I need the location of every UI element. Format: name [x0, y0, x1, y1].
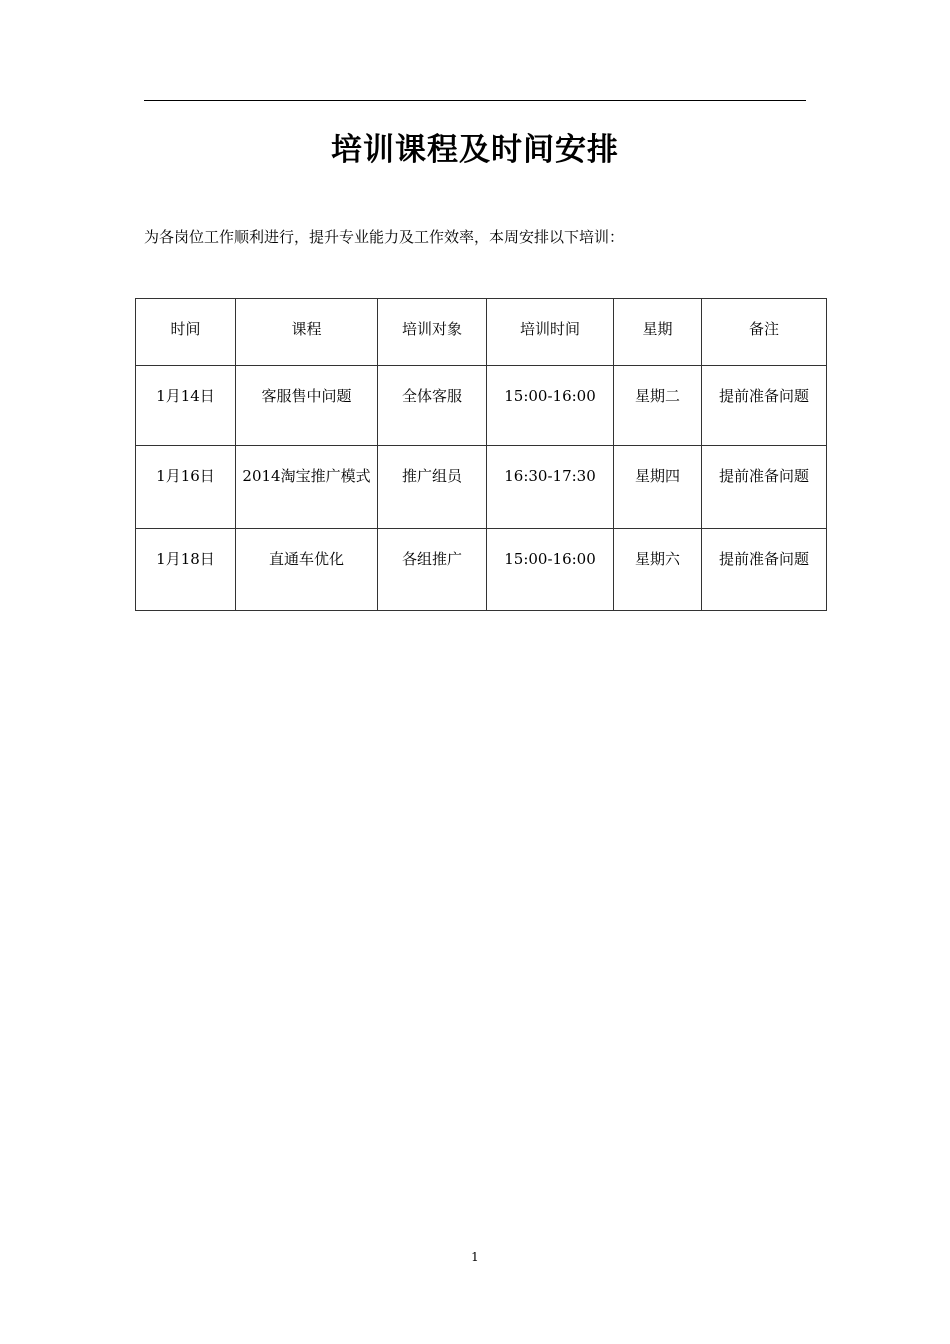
header-cell-time: 培训时间 — [487, 299, 614, 366]
header-cell-course: 课程 — [236, 299, 378, 366]
cell-notes: 提前准备问题 — [702, 529, 827, 611]
document-title: 培训课程及时间安排 — [331, 132, 619, 168]
header-cell-weekday: 星期 — [614, 299, 702, 366]
intro-paragraph: 为各岗位工作顺利进行，提升专业能力及工作效率，本周安排以下培训： — [144, 228, 625, 246]
table-header-row — [136, 299, 827, 366]
table-row — [136, 446, 827, 529]
cell-time: 15:00-16:00 — [487, 366, 614, 446]
cell-weekday: 星期四 — [614, 446, 702, 529]
header-cell-audience: 培训对象 — [378, 299, 487, 366]
cell-course: 直通车优化 — [236, 529, 378, 611]
cell-date: 1月14日 — [136, 366, 236, 446]
cell-course: 2014淘宝推广模式 — [236, 446, 378, 529]
header-cell-notes: 备注 — [702, 299, 827, 366]
page-number: 1 — [471, 1250, 479, 1264]
header-cell-date: 时间 — [136, 299, 236, 366]
cell-time: 16:30-17:30 — [487, 446, 614, 529]
cell-weekday: 星期二 — [614, 366, 702, 446]
cell-date: 1月16日 — [136, 446, 236, 529]
cell-course: 客服售中问题 — [236, 366, 378, 446]
cell-audience: 全体客服 — [378, 366, 487, 446]
cell-notes: 提前准备问题 — [702, 446, 827, 529]
cell-time: 15:00-16:00 — [487, 529, 614, 611]
cell-weekday: 星期六 — [614, 529, 702, 611]
header-rule — [144, 100, 806, 101]
cell-date: 1月18日 — [136, 529, 236, 611]
table-row — [136, 529, 827, 611]
cell-audience: 各组推广 — [378, 529, 487, 611]
cell-audience: 推广组员 — [378, 446, 487, 529]
cell-notes: 提前准备问题 — [702, 366, 827, 446]
training-schedule-table — [135, 298, 827, 611]
table-row — [136, 366, 827, 446]
